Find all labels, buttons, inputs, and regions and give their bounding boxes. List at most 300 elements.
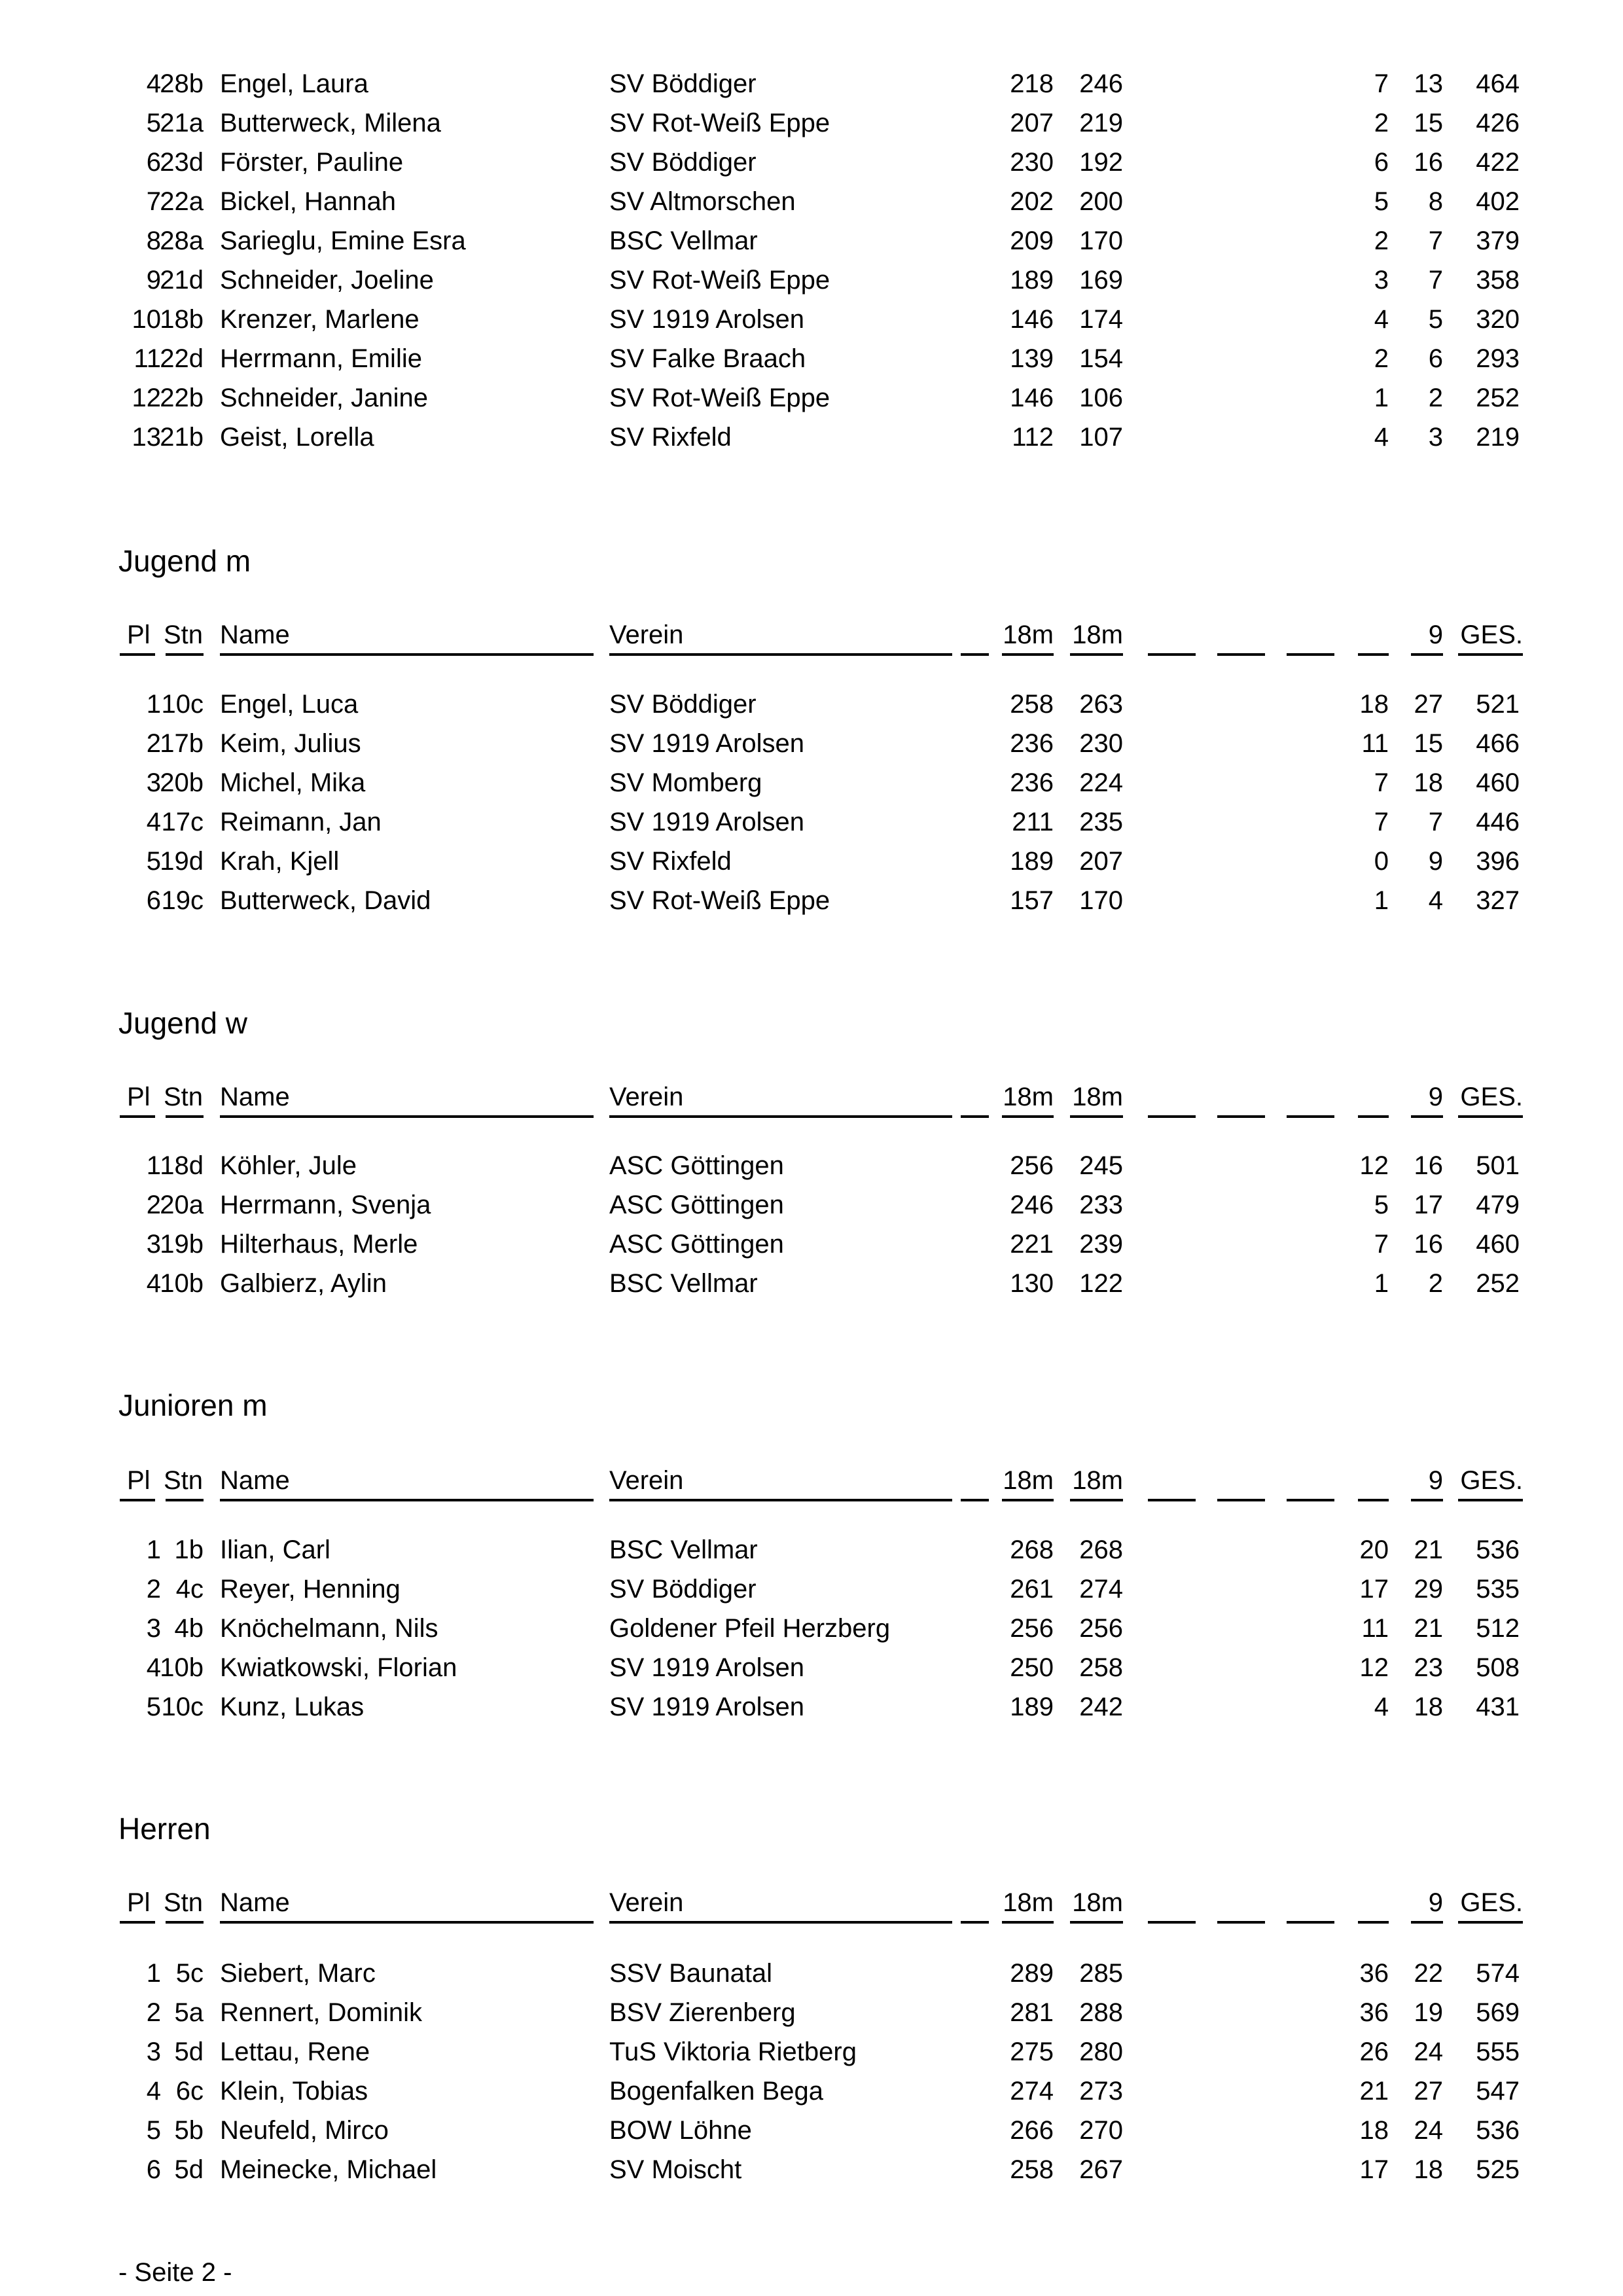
stand-cell: 22a	[160, 187, 204, 216]
header-underline	[1148, 1921, 1196, 1924]
header-underline	[120, 1499, 155, 1501]
table-row	[0, 1997, 1623, 2036]
header-underline	[1411, 653, 1443, 656]
tens-cell: 1	[1374, 886, 1389, 915]
score-18m-1-cell: 218	[1010, 69, 1054, 98]
nines-cell: 3	[1428, 423, 1443, 452]
stand-cell: 5b	[174, 2116, 204, 2145]
name-cell: Meinecke, Michael	[220, 2155, 437, 2184]
club-cell: BSC Vellmar	[609, 1269, 758, 1298]
tens-cell: 4	[1374, 305, 1389, 334]
stand-cell: 10b	[160, 1653, 204, 1682]
club-cell: BSC Vellmar	[609, 1535, 758, 1564]
club-cell: SV Rot-Weiß Eppe	[609, 109, 830, 137]
tens-cell: 2	[1374, 344, 1389, 373]
header-underline	[1411, 1921, 1443, 1924]
club-cell: SV 1919 Arolsen	[609, 729, 804, 758]
score-18m-2-cell: 280	[1079, 2037, 1123, 2066]
header-underline	[1148, 1499, 1196, 1501]
header-underline	[1002, 1499, 1054, 1501]
header-underline	[220, 1115, 594, 1118]
place-cell: 13	[132, 423, 161, 452]
score-18m-2-cell: 270	[1079, 2116, 1123, 2145]
tens-cell: 17	[1359, 2155, 1389, 2184]
header-underline	[166, 653, 204, 656]
header-underline	[1458, 1921, 1523, 1924]
total-cell: 460	[1476, 768, 1520, 797]
score-18m-1-cell: 189	[1010, 266, 1054, 295]
name-cell: Sarieglu, Emine Esra	[220, 226, 466, 255]
nines-cell: 21	[1414, 1535, 1443, 1564]
header-stand: Stn	[164, 1083, 204, 1111]
tens-cell: 7	[1374, 1230, 1389, 1259]
nines-cell: 18	[1414, 768, 1443, 797]
stand-cell: 28a	[160, 226, 204, 255]
stand-cell: 20b	[160, 768, 204, 797]
table-row	[0, 1652, 1623, 1691]
place-cell: 4	[146, 69, 161, 98]
club-cell: SV 1919 Arolsen	[609, 808, 804, 836]
header-nines: 9	[1428, 620, 1443, 649]
header-18m-2: 18m	[1072, 1083, 1123, 1111]
name-cell: Keim, Julius	[220, 729, 361, 758]
tens-cell: 12	[1359, 1653, 1389, 1682]
table-row	[0, 382, 1623, 422]
table-row	[0, 2036, 1623, 2075]
header-underline	[609, 1115, 952, 1118]
total-cell: 479	[1476, 1191, 1520, 1219]
table-row	[0, 2115, 1623, 2154]
score-18m-1-cell: 157	[1010, 886, 1054, 915]
club-cell: SV Rot-Weiß Eppe	[609, 266, 830, 295]
header-underline	[1358, 1499, 1389, 1501]
club-cell: BSV Zierenberg	[609, 1998, 796, 2027]
header-18m-1: 18m	[1003, 1888, 1054, 1917]
nines-cell: 24	[1414, 2037, 1443, 2066]
score-18m-2-cell: 224	[1079, 768, 1123, 797]
tens-cell: 2	[1374, 109, 1389, 137]
club-cell: SV Böddiger	[609, 690, 757, 719]
score-18m-1-cell: 246	[1010, 1191, 1054, 1219]
header-club: Verein	[609, 1888, 684, 1917]
stand-cell: 19c	[161, 886, 204, 915]
total-cell: 512	[1476, 1614, 1520, 1643]
score-18m-2-cell: 219	[1079, 109, 1123, 137]
name-cell: Krah, Kjell	[220, 847, 340, 876]
header-underline	[166, 1115, 204, 1118]
nines-cell: 21	[1414, 1614, 1443, 1643]
stand-cell: 10c	[161, 690, 204, 719]
header-club: Verein	[609, 1466, 684, 1495]
nines-cell: 7	[1428, 266, 1443, 295]
score-18m-1-cell: 266	[1010, 2116, 1054, 2145]
total-cell: 426	[1476, 109, 1520, 137]
header-underline	[609, 653, 952, 656]
table-row	[0, 1691, 1623, 1731]
place-cell: 2	[146, 1575, 161, 1604]
place-cell: 3	[146, 1230, 161, 1259]
place-cell: 2	[146, 1191, 161, 1219]
table-row	[0, 1573, 1623, 1613]
tens-cell: 2	[1374, 226, 1389, 255]
tens-cell: 7	[1374, 69, 1389, 98]
stand-cell: 5d	[174, 2037, 204, 2066]
club-cell: SV Böddiger	[609, 148, 757, 177]
name-cell: Reimann, Jan	[220, 808, 382, 836]
header-total: GES.	[1460, 1083, 1523, 1111]
nines-cell: 16	[1414, 1230, 1443, 1259]
header-underline	[1287, 1921, 1334, 1924]
table-row	[0, 767, 1623, 806]
club-cell: TuS Viktoria Rietberg	[609, 2037, 857, 2066]
score-18m-1-cell: 258	[1010, 2155, 1054, 2184]
club-cell: BOW Löhne	[609, 2116, 752, 2145]
place-cell: 3	[146, 768, 161, 797]
header-place: Pl	[127, 1888, 151, 1917]
nines-cell: 19	[1414, 1998, 1443, 2027]
tens-cell: 6	[1374, 148, 1389, 177]
header-underline	[961, 1921, 989, 1924]
total-cell: 252	[1476, 1269, 1520, 1298]
score-18m-2-cell: 267	[1079, 2155, 1123, 2184]
stand-cell: 18b	[160, 305, 204, 334]
nines-cell: 27	[1414, 690, 1443, 719]
name-cell: Reyer, Henning	[220, 1575, 401, 1604]
header-underline	[1411, 1499, 1443, 1501]
score-18m-1-cell: 207	[1010, 109, 1054, 137]
nines-cell: 17	[1414, 1191, 1443, 1219]
tens-cell: 36	[1359, 1998, 1389, 2027]
name-cell: Förster, Pauline	[220, 148, 404, 177]
header-underline	[220, 1921, 594, 1924]
score-18m-1-cell: 274	[1010, 2077, 1054, 2106]
header-18m-2: 18m	[1072, 1888, 1123, 1917]
total-cell: 525	[1476, 2155, 1520, 2184]
name-cell: Schneider, Janine	[220, 384, 429, 412]
score-18m-1-cell: 189	[1010, 1693, 1054, 1721]
club-cell: SV 1919 Arolsen	[609, 1693, 804, 1721]
table-row	[0, 1534, 1623, 1573]
tens-cell: 11	[1361, 1614, 1389, 1643]
place-cell: 6	[146, 148, 161, 177]
header-underline	[220, 653, 594, 656]
score-18m-2-cell: 245	[1079, 1151, 1123, 1180]
score-18m-2-cell: 200	[1079, 187, 1123, 216]
name-cell: Kunz, Lukas	[220, 1693, 365, 1721]
name-cell: Butterweck, David	[220, 886, 431, 915]
nines-cell: 29	[1414, 1575, 1443, 1604]
tens-cell: 4	[1374, 1693, 1389, 1721]
nines-cell: 5	[1428, 305, 1443, 334]
score-18m-2-cell: 258	[1079, 1653, 1123, 1682]
header-underline	[1148, 1115, 1196, 1118]
table-row	[0, 225, 1623, 264]
total-cell: 327	[1476, 886, 1520, 915]
score-18m-2-cell: 256	[1079, 1614, 1123, 1643]
total-cell: 555	[1476, 2037, 1520, 2066]
header-underline	[1217, 1115, 1265, 1118]
table-row	[0, 264, 1623, 304]
score-18m-1-cell: 268	[1010, 1535, 1054, 1564]
score-18m-1-cell: 250	[1010, 1653, 1054, 1682]
header-underline	[1458, 1115, 1523, 1118]
name-cell: Galbierz, Aylin	[220, 1269, 387, 1298]
nines-cell: 2	[1428, 1269, 1443, 1298]
score-18m-2-cell: 273	[1079, 2077, 1123, 2106]
nines-cell: 15	[1414, 109, 1443, 137]
table-row	[0, 2075, 1623, 2115]
header-name: Name	[220, 620, 290, 649]
table-row	[0, 1613, 1623, 1652]
score-18m-2-cell: 285	[1079, 1959, 1123, 1988]
table-row	[0, 885, 1623, 924]
header-underline	[1070, 1115, 1123, 1118]
header-underline	[1217, 1499, 1265, 1501]
header-18m-2: 18m	[1072, 620, 1123, 649]
table-row	[0, 186, 1623, 225]
header-underline	[1358, 653, 1389, 656]
place-cell: 2	[146, 1998, 161, 2027]
section-title: Jugend m	[118, 544, 251, 578]
score-18m-1-cell: 146	[1010, 384, 1054, 412]
score-18m-1-cell: 211	[1012, 808, 1054, 836]
score-18m-2-cell: 106	[1079, 384, 1123, 412]
tens-cell: 4	[1374, 423, 1389, 452]
club-cell: SV Falke Braach	[609, 344, 806, 373]
place-cell: 1	[146, 1151, 161, 1180]
name-cell: Neufeld, Mirco	[220, 2116, 389, 2145]
table-row	[0, 2154, 1623, 2193]
header-underline	[609, 1499, 952, 1501]
club-cell: SV Moischt	[609, 2155, 742, 2184]
score-18m-1-cell: 221	[1010, 1230, 1054, 1259]
header-place: Pl	[127, 620, 151, 649]
score-18m-2-cell: 169	[1079, 266, 1123, 295]
club-cell: SV Momberg	[609, 768, 762, 797]
place-cell: 10	[132, 305, 161, 334]
header-underline	[1070, 1499, 1123, 1501]
table-row	[0, 343, 1623, 382]
score-18m-2-cell: 274	[1079, 1575, 1123, 1604]
stand-cell: 19b	[160, 1230, 204, 1259]
club-cell: SV Rixfeld	[609, 847, 732, 876]
club-cell: SV 1919 Arolsen	[609, 1653, 804, 1682]
stand-cell: 1b	[174, 1535, 204, 1564]
stand-cell: 5d	[174, 2155, 204, 2184]
club-cell: SV Böddiger	[609, 69, 757, 98]
name-cell: Herrmann, Emilie	[220, 344, 422, 373]
header-underline	[166, 1921, 204, 1924]
total-cell: 536	[1476, 1535, 1520, 1564]
header-nines: 9	[1428, 1888, 1443, 1917]
header-underline	[961, 1499, 989, 1501]
total-cell: 252	[1476, 384, 1520, 412]
tens-cell: 3	[1374, 266, 1389, 295]
total-cell: 466	[1476, 729, 1520, 758]
name-cell: Hilterhaus, Merle	[220, 1230, 418, 1259]
total-cell: 521	[1476, 690, 1520, 719]
stand-cell: 5c	[175, 1959, 204, 1988]
header-underline	[166, 1499, 204, 1501]
name-cell: Ilian, Carl	[220, 1535, 330, 1564]
name-cell: Knöchelmann, Nils	[220, 1614, 438, 1643]
tens-cell: 5	[1374, 187, 1389, 216]
place-cell: 4	[146, 1269, 161, 1298]
header-underline	[1458, 1499, 1523, 1501]
tens-cell: 18	[1359, 690, 1389, 719]
name-cell: Krenzer, Marlene	[220, 305, 419, 334]
header-place: Pl	[127, 1466, 151, 1495]
score-18m-1-cell: 261	[1010, 1575, 1054, 1604]
score-18m-2-cell: 242	[1079, 1693, 1123, 1721]
name-cell: Engel, Luca	[220, 690, 359, 719]
tens-cell: 1	[1374, 1269, 1389, 1298]
score-18m-2-cell: 263	[1079, 690, 1123, 719]
score-18m-1-cell: 130	[1010, 1269, 1054, 1298]
stand-cell: 22b	[160, 384, 204, 412]
header-stand: Stn	[164, 1466, 204, 1495]
total-cell: 402	[1476, 187, 1520, 216]
stand-cell: 21d	[160, 266, 204, 295]
place-cell: 6	[146, 886, 161, 915]
place-cell: 11	[134, 344, 161, 373]
nines-cell: 13	[1414, 69, 1443, 98]
score-18m-1-cell: 256	[1010, 1151, 1054, 1180]
tens-cell: 17	[1359, 1575, 1389, 1604]
stand-cell: 17c	[161, 808, 204, 836]
total-cell: 396	[1476, 847, 1520, 876]
name-cell: Köhler, Jule	[220, 1151, 357, 1180]
header-underline	[1148, 653, 1196, 656]
stand-cell: 6c	[175, 2077, 204, 2106]
header-place: Pl	[127, 1083, 151, 1111]
tens-cell: 7	[1374, 768, 1389, 797]
total-cell: 464	[1476, 69, 1520, 98]
stand-cell: 20a	[160, 1191, 204, 1219]
header-18m-1: 18m	[1003, 1466, 1054, 1495]
name-cell: Kwiatkowski, Florian	[220, 1653, 457, 1682]
nines-cell: 9	[1428, 847, 1443, 876]
tens-cell: 1	[1374, 384, 1389, 412]
tens-cell: 0	[1374, 847, 1389, 876]
header-underline	[120, 1115, 155, 1118]
header-underline	[1358, 1115, 1389, 1118]
score-18m-1-cell: 236	[1010, 768, 1054, 797]
score-18m-2-cell: 174	[1079, 305, 1123, 334]
table-header	[0, 1081, 1623, 1113]
club-cell: BSC Vellmar	[609, 226, 758, 255]
score-18m-1-cell: 112	[1012, 423, 1054, 452]
header-underline	[1411, 1115, 1443, 1118]
table-row	[0, 689, 1623, 728]
table-header	[0, 619, 1623, 651]
stand-cell: 4c	[175, 1575, 204, 1604]
score-18m-2-cell: 288	[1079, 1998, 1123, 2027]
nines-cell: 18	[1414, 1693, 1443, 1721]
place-cell: 12	[132, 384, 161, 412]
score-18m-1-cell: 202	[1010, 187, 1054, 216]
name-cell: Bickel, Hannah	[220, 187, 397, 216]
name-cell: Butterweck, Milena	[220, 109, 441, 137]
place-cell: 9	[146, 266, 161, 295]
place-cell: 4	[146, 808, 161, 836]
club-cell: Bogenfalken Bega	[609, 2077, 823, 2106]
stand-cell: 22d	[160, 344, 204, 373]
name-cell: Herrmann, Svenja	[220, 1191, 431, 1219]
score-18m-2-cell: 233	[1079, 1191, 1123, 1219]
header-underline	[1358, 1921, 1389, 1924]
place-cell: 4	[146, 1653, 161, 1682]
header-underline	[120, 653, 155, 656]
header-underline	[1070, 1921, 1123, 1924]
nines-cell: 16	[1414, 1151, 1443, 1180]
table-row	[0, 846, 1623, 885]
score-18m-1-cell: 146	[1010, 305, 1054, 334]
nines-cell: 7	[1428, 226, 1443, 255]
nines-cell: 2	[1428, 384, 1443, 412]
header-underline	[1002, 653, 1054, 656]
score-18m-1-cell: 275	[1010, 2037, 1054, 2066]
total-cell: 574	[1476, 1959, 1520, 1988]
header-underline	[1002, 1921, 1054, 1924]
score-18m-2-cell: 268	[1079, 1535, 1123, 1564]
name-cell: Lettau, Rene	[220, 2037, 370, 2066]
stand-cell: 28b	[160, 69, 204, 98]
name-cell: Schneider, Joeline	[220, 266, 434, 295]
header-underline	[1002, 1115, 1054, 1118]
stand-cell: 4b	[174, 1614, 204, 1643]
name-cell: Engel, Laura	[220, 69, 368, 98]
place-cell: 1	[146, 1535, 161, 1564]
score-18m-2-cell: 207	[1079, 847, 1123, 876]
table-row	[0, 1958, 1623, 1997]
total-cell: 536	[1476, 2116, 1520, 2145]
header-total: GES.	[1460, 620, 1523, 649]
header-nines: 9	[1428, 1466, 1443, 1495]
total-cell: 547	[1476, 2077, 1520, 2106]
score-18m-1-cell: 139	[1010, 344, 1054, 373]
table-row	[0, 728, 1623, 767]
tens-cell: 18	[1359, 2116, 1389, 2145]
table-row	[0, 304, 1623, 343]
club-cell: SV Altmorschen	[609, 187, 796, 216]
nines-cell: 7	[1428, 808, 1443, 836]
total-cell: 508	[1476, 1653, 1520, 1682]
nines-cell: 16	[1414, 148, 1443, 177]
nines-cell: 27	[1414, 2077, 1443, 2106]
place-cell: 5	[146, 1693, 161, 1721]
score-18m-1-cell: 281	[1010, 1998, 1054, 2027]
tens-cell: 26	[1359, 2037, 1389, 2066]
score-18m-1-cell: 258	[1010, 690, 1054, 719]
total-cell: 219	[1476, 423, 1520, 452]
score-18m-2-cell: 235	[1079, 808, 1123, 836]
section-title: Jugend w	[118, 1006, 247, 1040]
place-cell: 4	[146, 2077, 161, 2106]
header-underline	[1287, 1499, 1334, 1501]
header-stand: Stn	[164, 620, 204, 649]
total-cell: 431	[1476, 1693, 1520, 1721]
score-18m-2-cell: 230	[1079, 729, 1123, 758]
score-18m-1-cell: 230	[1010, 148, 1054, 177]
place-cell: 3	[146, 1614, 161, 1643]
header-name: Name	[220, 1083, 290, 1111]
nines-cell: 23	[1414, 1653, 1443, 1682]
header-18m-1: 18m	[1003, 620, 1054, 649]
place-cell: 5	[146, 109, 161, 137]
header-underline	[1217, 1921, 1265, 1924]
header-underline	[961, 1115, 989, 1118]
